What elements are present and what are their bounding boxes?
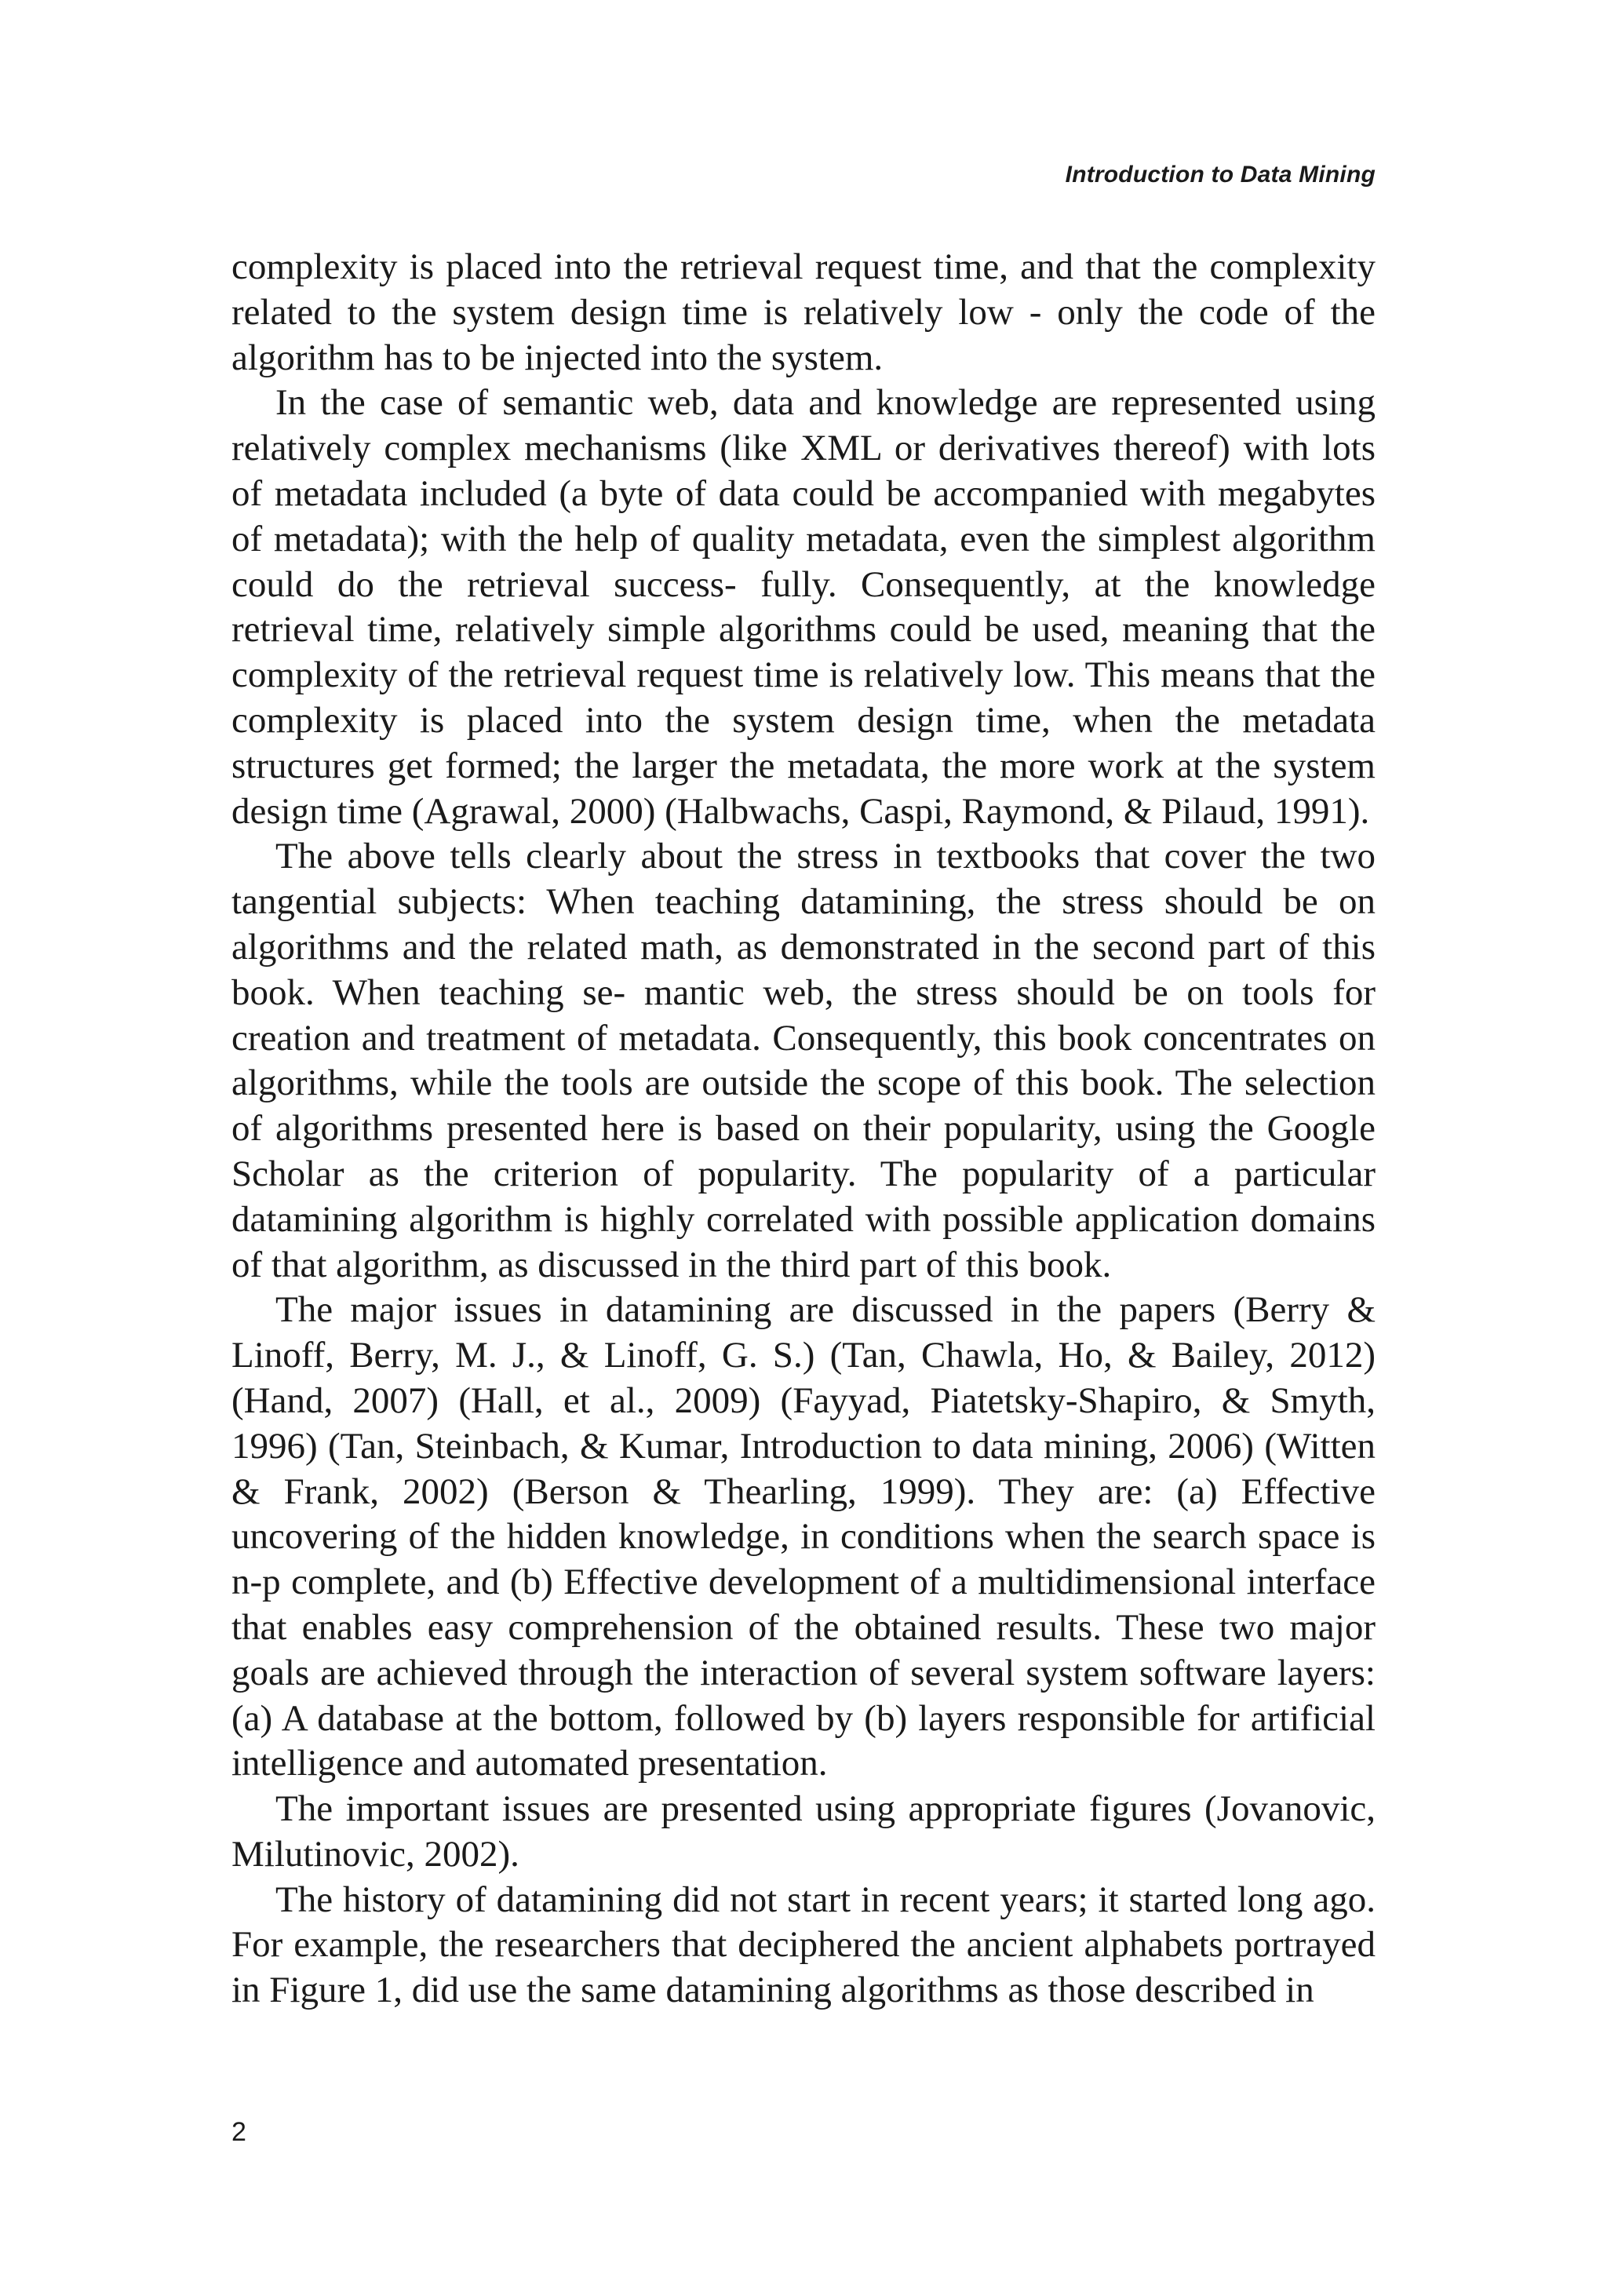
paragraph: The above tells clearly about the stress in textbooks that cover the two tangential subjects: When teaching datamining, the stress should be on algorithms and the related math, as demonstrated in the second part of this book. When teaching se- mantic web, the stress should be on tools for creation and treatment of metadata. Consequently, this book concentrates on algorithms, while the tools are outside the scope of this book. The selection of algorithms presented here is based on their popularity, using the Google Scholar as the criterion of popularity. The popularity of a particular datamining algorithm is highly correlated with possible application domains of that algorithm, as discussed in the third part of this book. xyxy=(231,836,1376,1285)
body-text xyxy=(231,245,1376,2014)
paragraph: complexity is placed into the retrieval request time, and that the complexity related to the system design time is relatively low - only the code of the algorithm has to be injected into the system. xyxy=(231,246,1376,378)
paragraph: The major issues in datamining are discussed in the papers (Berry & Linoff, Berry, M. J., & Linoff, G. S.) (Tan, Chawla, Ho, & Bailey, 2012) (Hand, 2007) (Hall, et al., 2009) (Fayyad, Piatetsky-Shapiro, & Smyth, 1996) (Tan, Steinbach, & Kumar, Introduction to data mining, 2006) (Witten & Frank, 2002) (Berson & Thearling, 1999). They are: (a) Effective uncovering of the hidden knowledge, in conditions when the search space is n-p complete, and (b) Effective development of a multidimensional interface that enables easy comprehension of the obtained results. These two major goals are achieved through the interaction of several system software layers: (a) A database at the bottom, followed by (b) layers responsible for artificial intelligence and automated presentation. xyxy=(231,1289,1376,1784)
paragraph: The important issues are presented using appropriate figures (Jovanovic, Milutinovic, 2002). xyxy=(231,1788,1376,1875)
paragraph: The history of datamining did not start in recent years; it started long ago. For example, the researchers that deciphered the ancient alphabets portrayed in Figure 1, did use the same datamining algorithms as those described in xyxy=(231,1879,1376,2011)
running-header: Introduction to Data Mining xyxy=(1065,162,1376,188)
paragraph: In the case of semantic web, data and knowledge are represented using relatively complex mechanisms (like XML or derivatives thereof) with lots of metadata included (a byte of data could be accompanied with megabytes of metadata); with the help of quality metadata, even the simplest algorithm could do the retrieval success- fully. Consequently, at the knowledge retrieval time, relatively simple algorithms could be used, meaning that the complexity of the retrieval request time is relatively low. This means that the complexity is placed into the system design time, when the metadata structures get formed; the larger the metadata, the more work at the system design time (Agrawal, 2000) (Halbwachs, Caspi, Raymond, & Pilaud, 1991). xyxy=(231,382,1376,832)
page-number: 2 xyxy=(231,2117,246,2147)
